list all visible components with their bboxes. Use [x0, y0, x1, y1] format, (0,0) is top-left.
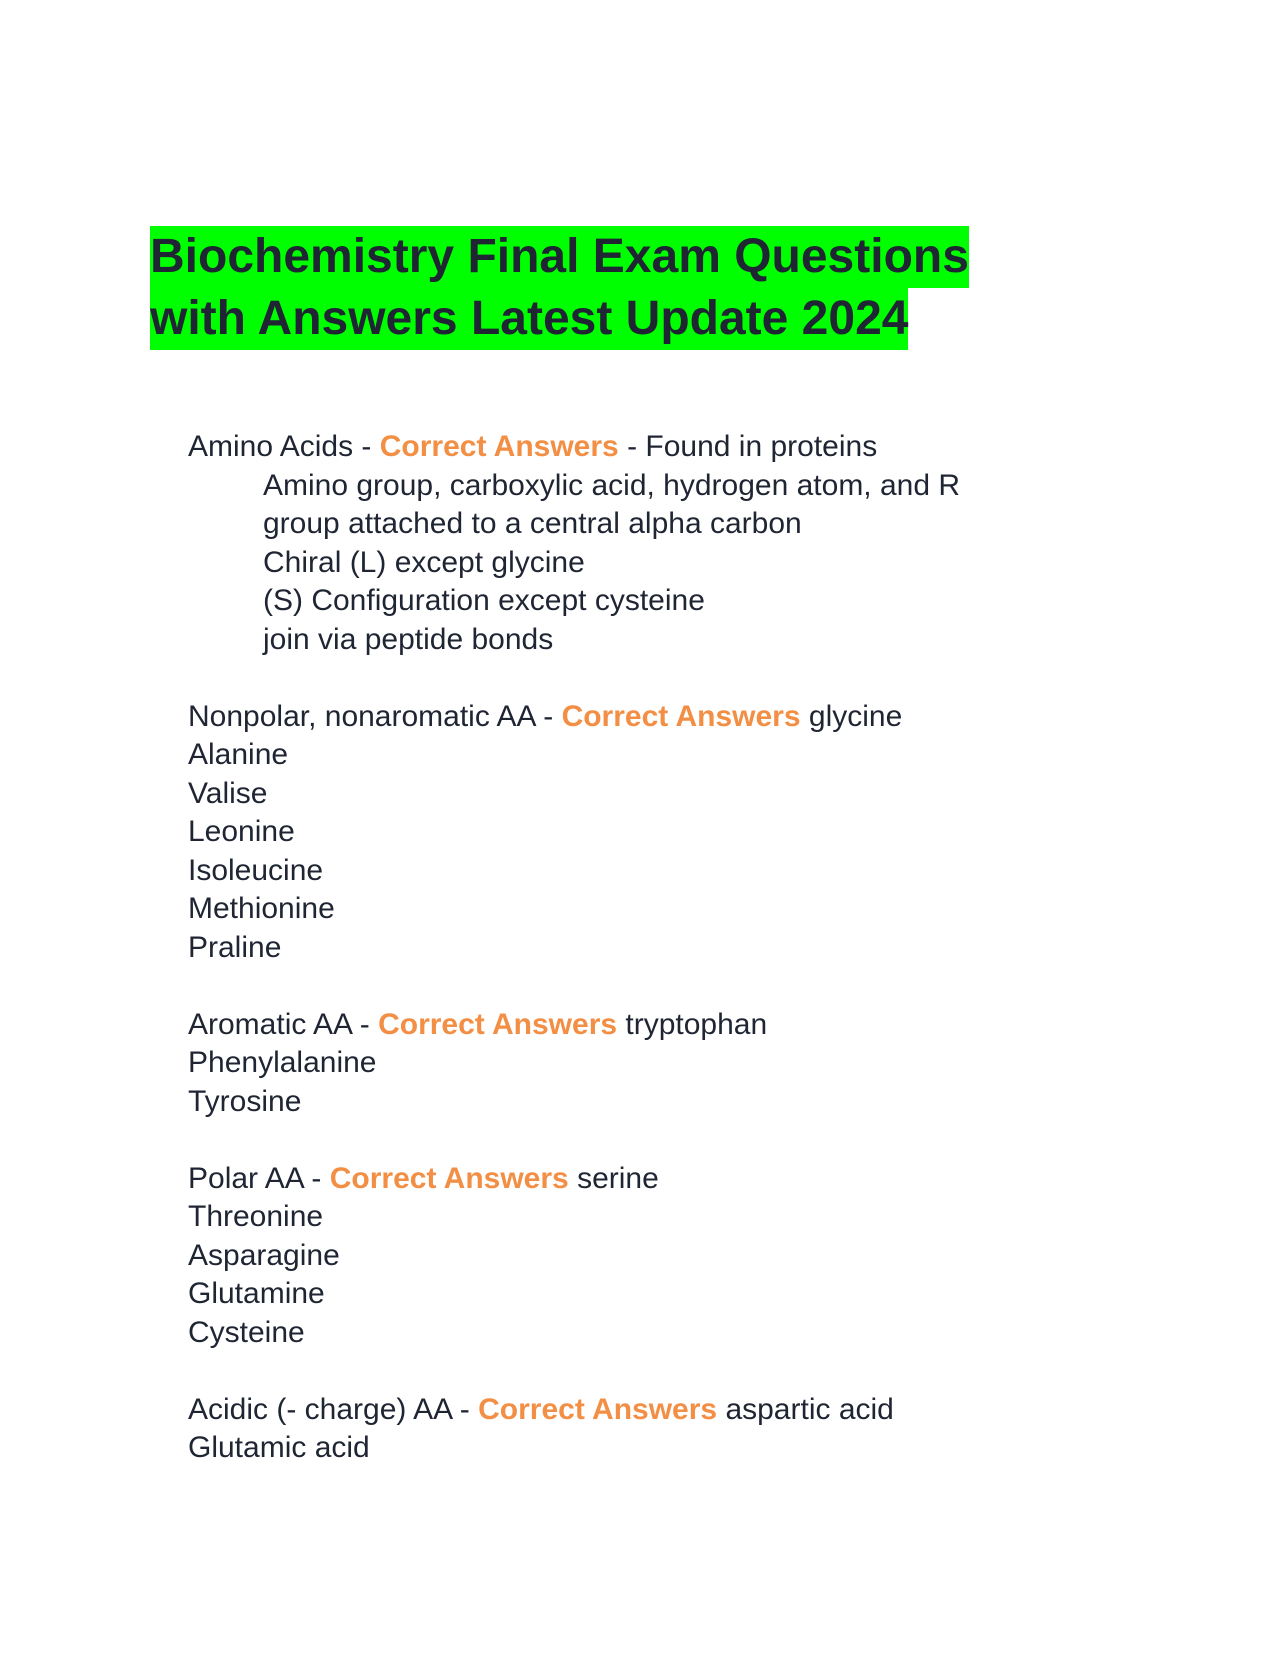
title-line-2: with Answers Latest Update 2024	[150, 288, 908, 350]
answer-text: glycine	[808, 699, 903, 733]
answer-detail: (S) Configuration except cysteine	[263, 584, 705, 617]
question-term: Acidic (- charge) AA -	[188, 1392, 470, 1426]
correct-answers-label: Correct Answers	[379, 430, 619, 463]
answer-line: Alanine	[188, 738, 289, 771]
question-line	[188, 1391, 1088, 1430]
answer-line: Phenylalanine	[188, 1046, 377, 1079]
answer-line: Leonine	[188, 815, 295, 848]
answer-line: Asparagine	[188, 1238, 340, 1272]
correct-answers-label: Correct Answers	[378, 1007, 618, 1041]
question-line	[188, 698, 1088, 737]
answer-line: Valise	[188, 776, 268, 810]
question-term: Polar AA -	[188, 1161, 322, 1195]
title-line-1: Biochemistry Final Exam Questions	[150, 226, 969, 288]
answer-line: Isoleucine	[188, 853, 324, 887]
answer-text: serine	[577, 1161, 659, 1195]
question-line	[188, 1160, 1088, 1199]
question-line	[188, 428, 1088, 467]
question-line	[188, 1006, 1088, 1045]
qa-item-aromatic-aa	[188, 1006, 1088, 1122]
answer-text: tryptophan	[625, 1007, 768, 1041]
correct-answers-label: Correct Answers	[561, 699, 801, 733]
correct-answers-label: Correct Answers	[329, 1161, 569, 1195]
question-term: Amino Acids -	[188, 430, 372, 463]
answer-line: Cysteine	[188, 1315, 305, 1349]
correct-answers-label: Correct Answers	[478, 1392, 718, 1426]
answer-detail: Amino group, carboxylic acid, hydrogen atom, and R	[263, 468, 961, 502]
answer-detail: Chiral (L) except glycine	[263, 545, 585, 579]
question-term: Nonpolar, nonaromatic AA -	[188, 699, 554, 733]
answer-line: Glutamic acid	[188, 1431, 370, 1464]
document-title	[150, 226, 1130, 350]
answer-line: Tyrosine	[188, 1084, 302, 1118]
answer-text: aspartic acid	[725, 1392, 894, 1426]
answer-detail: group attached to a central alpha carbon	[263, 507, 802, 540]
qa-item-nonpolar-aa	[188, 698, 1088, 968]
answer-line: Glutamine	[188, 1277, 325, 1310]
qa-item-acidic-aa	[188, 1391, 1088, 1468]
answer-detail: join via peptide bonds	[263, 622, 554, 656]
question-term: Aromatic AA -	[188, 1007, 370, 1041]
qa-item-polar-aa	[188, 1160, 1088, 1353]
answer-line: Methionine	[188, 892, 335, 925]
qa-item-amino-acids	[188, 428, 1088, 659]
answer-line: Praline	[188, 930, 282, 964]
answer-line: Threonine	[188, 1200, 324, 1233]
qa-list	[188, 428, 1088, 1506]
answer-text: - Found in proteins	[627, 430, 878, 463]
